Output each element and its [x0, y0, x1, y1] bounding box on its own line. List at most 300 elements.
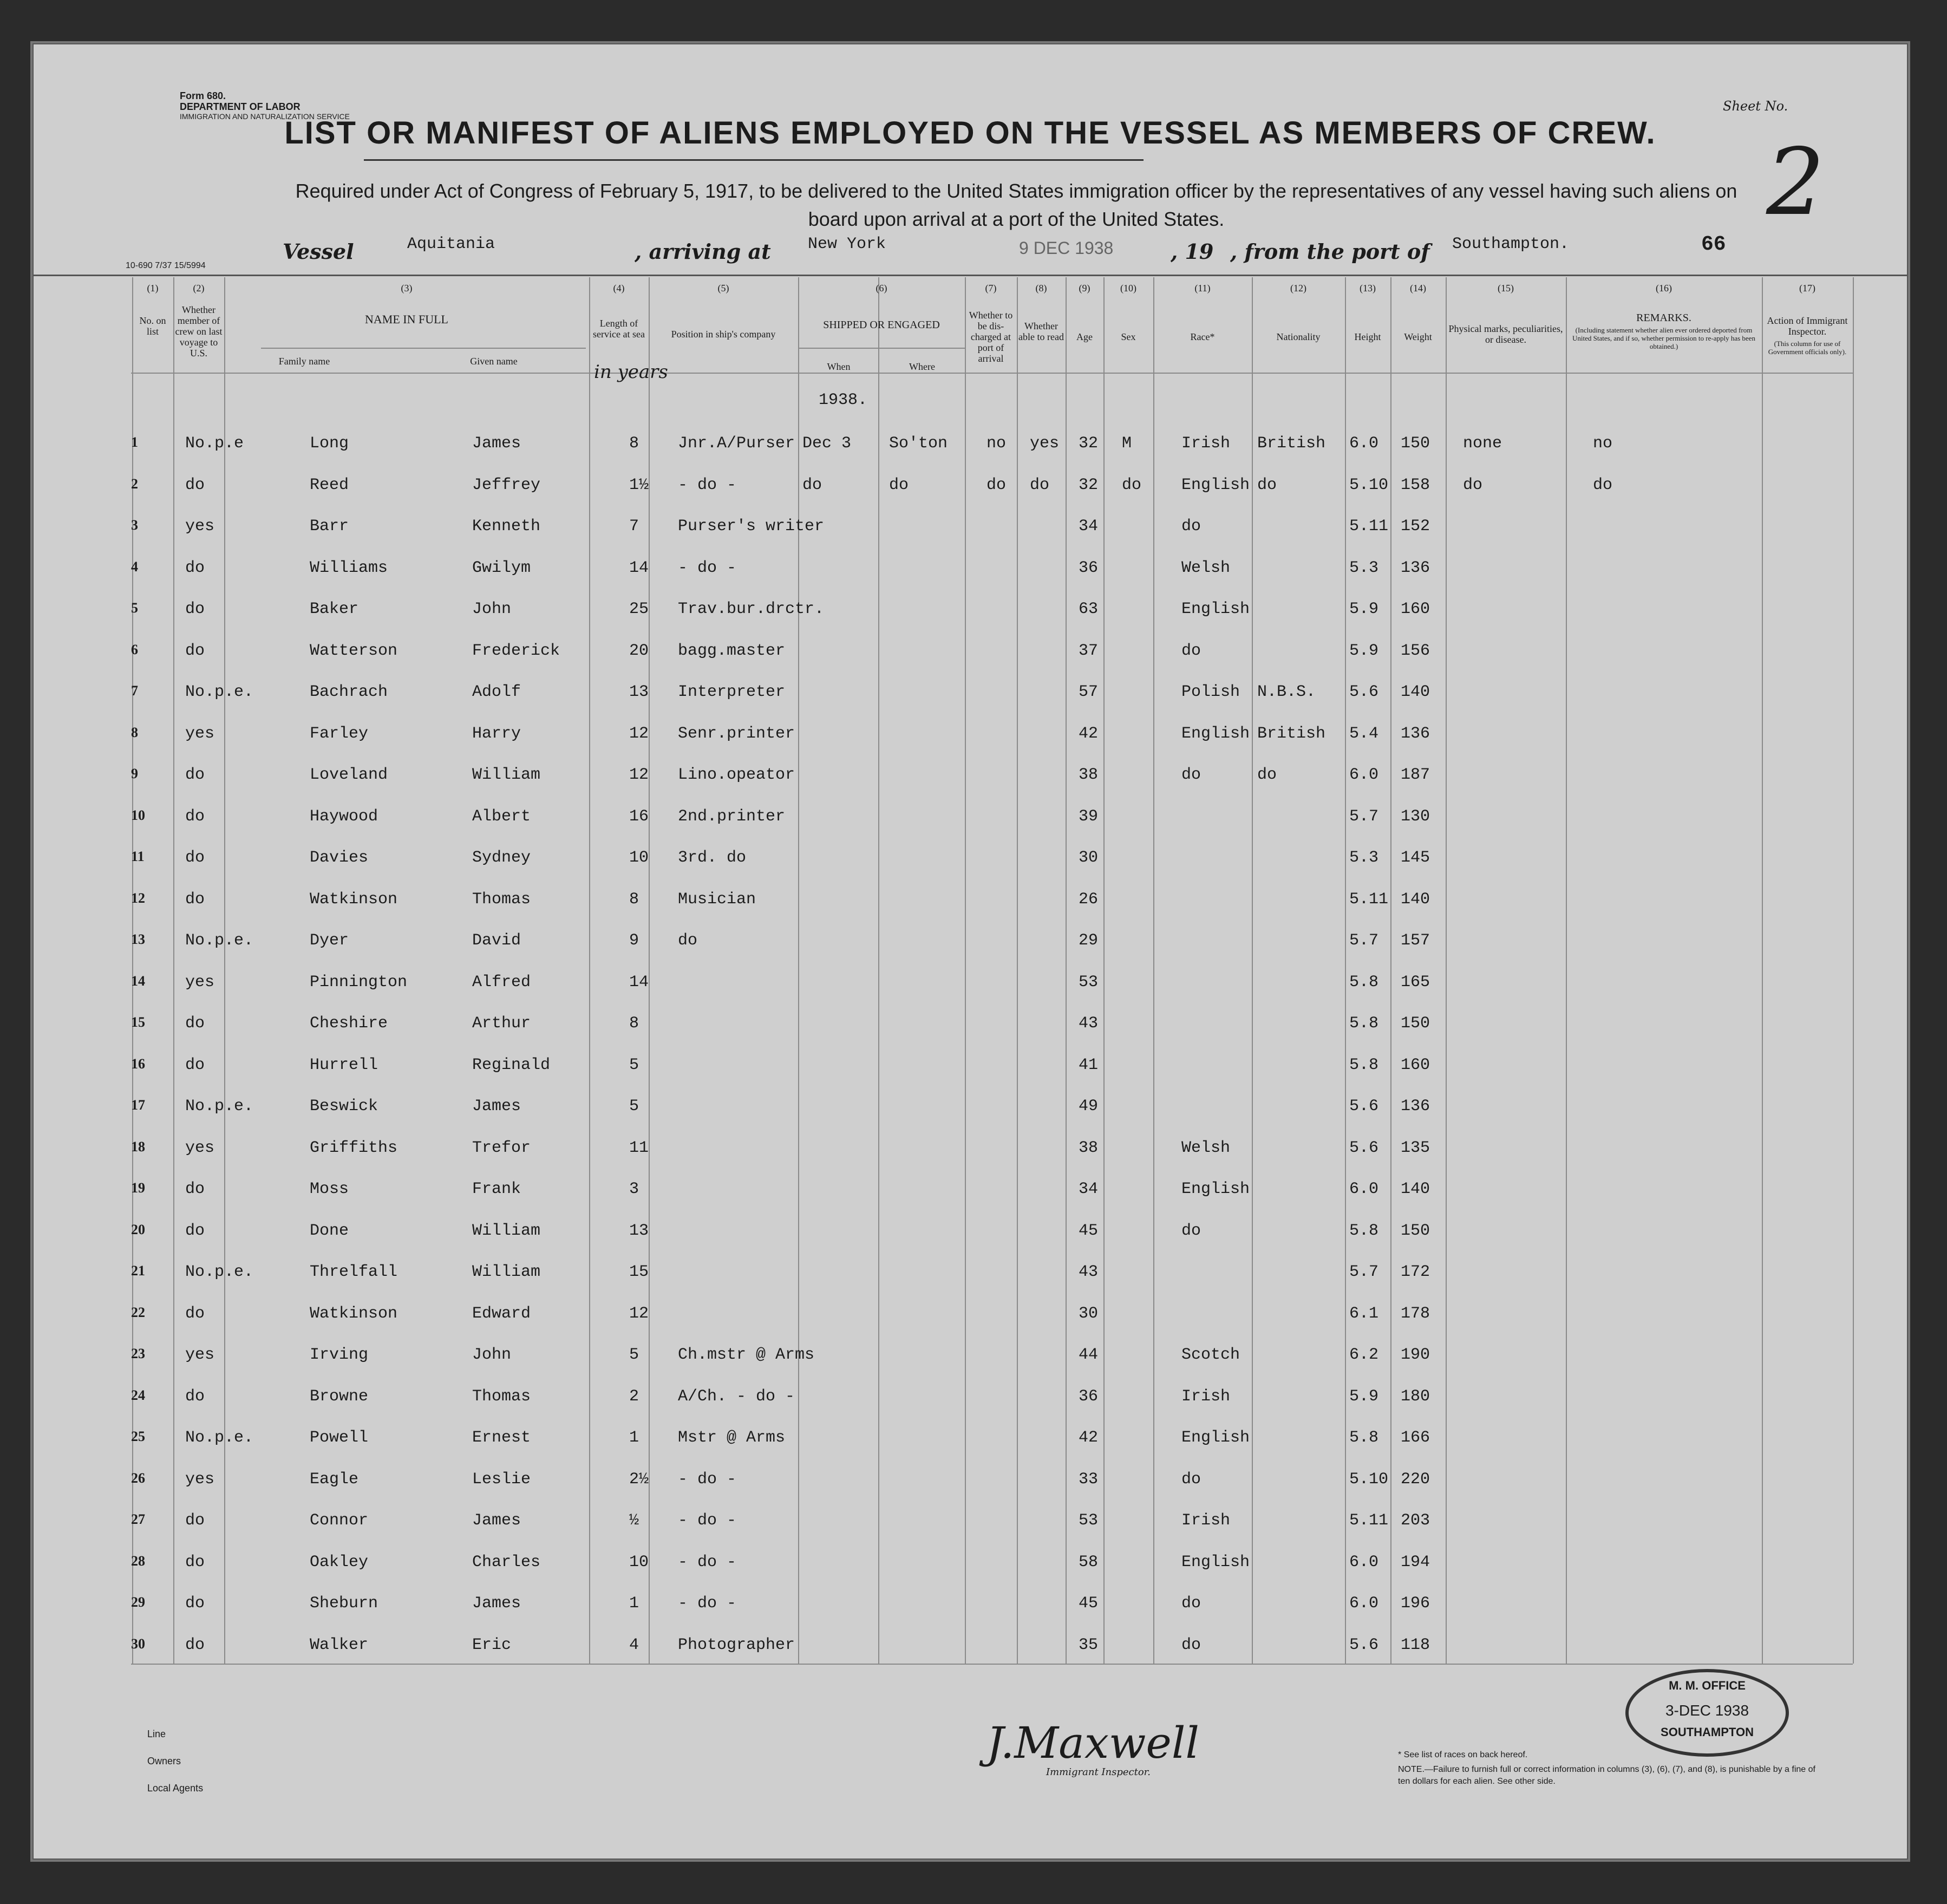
cell-weight: 166 [1401, 1429, 1430, 1447]
cell-weight: 187 [1401, 766, 1430, 784]
cell-family-name: Eagle [310, 1470, 359, 1489]
table-row [131, 1086, 1864, 1127]
cell-family-name: Threlfall [310, 1263, 398, 1281]
cell-row-number: 21 [131, 1263, 145, 1279]
table-row [131, 1128, 1864, 1169]
stamp-date: 3-DEC 1938 [1665, 1702, 1749, 1719]
cell-row-number: 15 [131, 1014, 145, 1030]
header-shipped: SHIPPED OR ENGAGED [823, 319, 940, 331]
cell-weight: 178 [1401, 1304, 1430, 1323]
cell-shipped-when: do [802, 475, 822, 494]
col-num-11: (11) [1194, 283, 1211, 294]
cell-remarks: no [1593, 434, 1613, 453]
header-action-note: (This column for use of Government officials only). [1768, 340, 1847, 356]
cell-given-name: William [472, 1221, 541, 1240]
cell-weight: 194 [1401, 1553, 1430, 1572]
cell-service-length: 13 [629, 683, 649, 701]
col-num-6: (6) [876, 283, 887, 294]
year-label: , 19 [1171, 239, 1214, 264]
cell-weight: 118 [1401, 1635, 1430, 1654]
cell-crew-member-flag: No.p.e. [185, 1097, 254, 1116]
cell-crew-member-flag: do [185, 766, 205, 784]
cell-crew-member-flag: do [185, 475, 205, 494]
cell-service-length: 10 [629, 1553, 649, 1572]
office-stamp [1625, 1669, 1789, 1757]
cell-discharged: no [986, 434, 1007, 453]
col-num-10: (10) [1120, 283, 1136, 294]
col-num-9: (9) [1079, 283, 1090, 294]
cell-given-name: Albert [472, 807, 531, 826]
cell-age: 29 [1079, 931, 1099, 950]
cell-race: do [1181, 1635, 1201, 1654]
cell-service-length: 11 [629, 1138, 649, 1157]
cell-family-name: Reed [310, 475, 349, 494]
table-row [131, 1418, 1864, 1459]
cell-weight: 190 [1401, 1346, 1430, 1364]
cell-ship-position: Interpreter [678, 683, 786, 701]
cell-age: 43 [1079, 1014, 1099, 1033]
vessel-name: Aquitania [407, 235, 495, 253]
cell-age: 57 [1079, 683, 1099, 701]
cell-race: Welsh [1181, 1138, 1231, 1157]
cell-nationality: British [1257, 724, 1326, 743]
footer-agents-label: Local Agents [147, 1783, 204, 1794]
cell-age: 34 [1079, 517, 1099, 536]
cell-family-name: Haywood [310, 807, 378, 826]
cell-ship-position: Ch.mstr @ Arms [678, 1346, 815, 1364]
cell-weight: 140 [1401, 683, 1430, 701]
cell-service-length: 12 [629, 766, 649, 784]
cell-ship-position: - do - [678, 1553, 737, 1572]
cell-weight: 160 [1401, 600, 1430, 618]
cell-age: 38 [1079, 1138, 1099, 1157]
cell-service-length: 15 [629, 1263, 649, 1281]
cell-crew-member-flag: do [185, 558, 205, 577]
cell-given-name: William [472, 1263, 541, 1281]
cell-given-name: Arthur [472, 1014, 531, 1033]
cell-ship-position: Mstr @ Arms [678, 1429, 786, 1447]
cell-family-name: Loveland [310, 766, 388, 784]
cell-given-name: Gwilym [472, 558, 531, 577]
col-num-12: (12) [1290, 283, 1306, 294]
cell-given-name: Alfred [472, 973, 531, 992]
cell-race: Irish [1181, 434, 1231, 453]
cell-race: do [1181, 517, 1201, 536]
page-subtitle: Required under Act of Congress of February 5, 1917, to be delivered to the United States immigration officer by the representatives of any vessel having such aliens on board upon arrival at a port of the United States. [295, 180, 1737, 230]
cell-shipped-where: So'ton [889, 434, 948, 453]
header-given-name: Given name [470, 356, 518, 367]
table-row [131, 631, 1864, 672]
cell-crew-member-flag: do [185, 1387, 205, 1406]
cell-given-name: David [472, 931, 521, 950]
cell-ship-position: Musician [678, 890, 756, 909]
header-sex: Sex [1121, 331, 1136, 342]
col-num-3: (3) [401, 283, 413, 294]
cell-nationality: do [1257, 766, 1277, 784]
cell-race: English [1181, 1180, 1250, 1198]
cell-height: 5.6 [1349, 683, 1379, 701]
cell-weight: 180 [1401, 1387, 1430, 1406]
col-num-15: (15) [1498, 283, 1514, 294]
cell-given-name: Eric [472, 1635, 512, 1654]
cell-weight: 150 [1401, 434, 1430, 453]
cell-weight: 196 [1401, 1594, 1430, 1613]
cell-crew-member-flag: yes [185, 1346, 215, 1364]
cell-service-length: 20 [629, 641, 649, 660]
cell-age: 45 [1079, 1221, 1099, 1240]
cell-row-number: 10 [131, 807, 145, 823]
cell-age: 36 [1079, 558, 1099, 577]
cell-row-number: 30 [131, 1635, 145, 1652]
cell-given-name: Thomas [472, 890, 531, 909]
header-where: Where [909, 361, 935, 372]
cell-race: English [1181, 475, 1250, 494]
cell-age: 32 [1079, 434, 1099, 453]
cell-age: 42 [1079, 724, 1099, 743]
header-remarks-note: (Including statement whether alien ever ordered deported from United States, and if so, whether permission to re-apply has been obtained.) [1572, 326, 1755, 350]
cell-row-number: 9 [131, 766, 138, 781]
table-row [131, 1583, 1864, 1625]
cell-age: 41 [1079, 1055, 1099, 1074]
cell-service-length: 8 [629, 434, 639, 453]
cell-ship-position: Trav.bur.drctr. [678, 600, 825, 618]
cell-age: 49 [1079, 1097, 1099, 1116]
cell-height: 5.8 [1349, 1014, 1379, 1033]
cell-weight: 135 [1401, 1138, 1430, 1157]
cell-family-name: Watkinson [310, 1304, 398, 1323]
cell-ship-position: Lino.opeator [678, 766, 795, 784]
cell-crew-member-flag: do [185, 849, 205, 867]
cell-family-name: Watterson [310, 641, 398, 660]
cell-given-name: Trefor [472, 1138, 531, 1157]
cell-ship-position: 3rd. do [678, 849, 747, 867]
cell-height: 5.8 [1349, 1221, 1379, 1240]
cell-age: 44 [1079, 1346, 1099, 1364]
cell-crew-member-flag: yes [185, 1470, 215, 1489]
header-length-years: in years [594, 361, 668, 383]
inspector-signature: J.Maxwell [986, 1718, 1200, 1768]
col-num-5: (5) [717, 283, 729, 294]
cell-service-length: 4 [629, 1635, 639, 1654]
cell-given-name: Leslie [472, 1470, 531, 1489]
cell-height: 5.7 [1349, 931, 1379, 950]
cell-height: 5.8 [1349, 973, 1379, 992]
cell-age: 34 [1079, 1180, 1099, 1198]
cell-age: 30 [1079, 1304, 1099, 1323]
cell-given-name: James [472, 1511, 521, 1530]
cell-given-name: James [472, 434, 521, 453]
stamp-bottom: SOUTHAMPTON [1661, 1725, 1754, 1739]
form-number: Form 680. [180, 90, 226, 101]
cell-age: 33 [1079, 1470, 1099, 1489]
cell-service-length: 12 [629, 724, 649, 743]
table-row [131, 797, 1864, 838]
cell-age: 53 [1079, 973, 1099, 992]
cell-height: 5.3 [1349, 558, 1379, 577]
cell-height: 5.8 [1349, 1055, 1379, 1074]
cell-able-to-read: do [1030, 475, 1050, 494]
cell-family-name: Dyer [310, 931, 349, 950]
from-port: Southampton. [1452, 235, 1570, 253]
table-row [131, 506, 1864, 547]
cell-given-name: Kenneth [472, 517, 541, 536]
cell-given-name: John [472, 1346, 512, 1364]
cell-age: 39 [1079, 807, 1099, 826]
cell-age: 30 [1079, 849, 1099, 867]
cell-row-number: 4 [131, 558, 138, 575]
cell-ship-position: - do - [678, 558, 737, 577]
cell-crew-member-flag: do [185, 600, 205, 618]
cell-height: 6.0 [1349, 1594, 1379, 1613]
cell-weight: 165 [1401, 973, 1430, 992]
cell-physical-marks: do [1463, 475, 1483, 494]
cell-given-name: James [472, 1097, 521, 1116]
cell-height: 6.2 [1349, 1346, 1379, 1364]
cell-row-number: 12 [131, 890, 145, 906]
cell-given-name: Sydney [472, 849, 531, 867]
table-row [131, 1294, 1864, 1335]
table-row [131, 1169, 1864, 1210]
table-row [131, 1211, 1864, 1252]
cell-service-length: 2½ [629, 1470, 649, 1489]
cell-family-name: Barr [310, 517, 349, 536]
fine-note: NOTE.—Failure to furnish full or correct information in columns (3), (6), (7), and (8), is punishable by a fine of ten dollars for each alien. See other side. [1398, 1765, 1815, 1786]
cell-crew-member-flag: No.p.e. [185, 931, 254, 950]
cell-crew-member-flag: do [185, 1635, 205, 1654]
cell-weight: 220 [1401, 1470, 1430, 1489]
cell-service-length: 2 [629, 1387, 639, 1406]
cell-service-length: 5 [629, 1346, 639, 1364]
cell-row-number: 16 [131, 1055, 145, 1072]
cell-weight: 136 [1401, 724, 1430, 743]
cell-race: English [1181, 1429, 1250, 1447]
arriving-label: , arriving at [635, 239, 771, 264]
cell-row-number: 17 [131, 1097, 145, 1113]
service-label: IMMIGRATION AND NATURALIZATION SERVICE [180, 112, 350, 121]
cell-age: 63 [1079, 600, 1099, 618]
cell-given-name: John [472, 600, 512, 618]
cell-crew-member-flag: do [185, 1055, 205, 1074]
cell-race: English [1181, 724, 1250, 743]
year-note: 1938. [819, 391, 868, 409]
cell-race: do [1181, 766, 1201, 784]
cell-given-name: Frank [472, 1180, 521, 1198]
table-row [131, 962, 1864, 1003]
cell-family-name: Pinnington [310, 973, 408, 992]
cell-family-name: Powell [310, 1429, 369, 1447]
cell-height: 5.4 [1349, 724, 1379, 743]
sheet-label: Sheet No. [1723, 99, 1788, 114]
cell-race: do [1181, 1594, 1201, 1613]
cell-weight: 140 [1401, 890, 1430, 909]
cell-ship-position: 2nd.printer [678, 807, 786, 826]
cell-race: Irish [1181, 1387, 1231, 1406]
header-member: Whether member of crew on last voyage to U.S. [175, 304, 223, 358]
cell-service-length: 16 [629, 807, 649, 826]
col-num-1: (1) [147, 283, 159, 294]
col-num-13: (13) [1360, 283, 1376, 294]
table-row [131, 921, 1864, 962]
inspector-label: Immigrant Inspector. [1046, 1766, 1151, 1778]
col-num-17: (17) [1799, 283, 1815, 294]
cell-ship-position: - do - [678, 475, 737, 494]
cell-service-length: 14 [629, 973, 649, 992]
header-when: When [827, 361, 851, 372]
races-note: * See list of races on back hereof. [1398, 1750, 1528, 1759]
cell-age: 53 [1079, 1511, 1099, 1530]
header-position: Position in ship's company [671, 329, 776, 340]
cell-nationality: N.B.S. [1257, 683, 1316, 701]
header-physical: Physical marks, peculiarities, or disease. [1448, 323, 1563, 345]
cell-row-number: 7 [131, 683, 138, 699]
cell-service-length: 10 [629, 849, 649, 867]
cell-ship-position: - do - [678, 1594, 737, 1613]
cell-race: English [1181, 1553, 1250, 1572]
cell-height: 6.1 [1349, 1304, 1379, 1323]
cell-service-length: 3 [629, 1180, 639, 1198]
cell-weight: 158 [1401, 475, 1430, 494]
cell-height: 5.11 [1349, 890, 1389, 909]
cell-given-name: Reginald [472, 1055, 551, 1074]
department-label: DEPARTMENT OF LABOR [180, 101, 300, 112]
print-code: 10-690 7/37 15/5994 [126, 261, 206, 270]
cell-sex: M [1122, 434, 1132, 453]
cell-row-number: 18 [131, 1138, 145, 1155]
cell-age: 43 [1079, 1263, 1099, 1281]
cell-given-name: Jeffrey [472, 475, 541, 494]
cell-service-length: 14 [629, 558, 649, 577]
cell-given-name: James [472, 1594, 521, 1613]
cell-crew-member-flag: do [185, 1553, 205, 1572]
from-label: , from the port of [1230, 239, 1430, 264]
cell-height: 5.6 [1349, 1097, 1379, 1116]
cell-family-name: Baker [310, 600, 359, 618]
cell-service-length: 1½ [629, 475, 649, 494]
cell-height: 5.7 [1349, 1263, 1379, 1281]
header-remarks: REMARKS. [1636, 312, 1691, 324]
cell-shipped-where: do [889, 475, 909, 494]
col-num-14: (14) [1410, 283, 1426, 294]
cell-given-name: William [472, 766, 541, 784]
cell-nationality: do [1257, 475, 1277, 494]
arriving-port: New York [808, 235, 886, 253]
table-row [131, 838, 1864, 879]
cell-remarks: do [1593, 475, 1613, 494]
voyage-mark: 66 [1701, 233, 1726, 256]
cell-crew-member-flag: No.p.e. [185, 1263, 254, 1281]
cell-family-name: Williams [310, 558, 388, 577]
cell-family-name: Done [310, 1221, 349, 1240]
cell-ship-position: A/Ch. - do - [678, 1387, 795, 1406]
cell-height: 6.0 [1349, 1553, 1379, 1572]
cell-crew-member-flag: do [185, 1221, 205, 1240]
table-row [131, 548, 1864, 589]
cell-height: 5.10 [1349, 1470, 1389, 1489]
cell-row-number: 8 [131, 724, 138, 740]
footer-line-label: Line [147, 1729, 166, 1739]
cell-weight: 160 [1401, 1055, 1430, 1074]
cell-row-number: 24 [131, 1387, 145, 1403]
cell-crew-member-flag: yes [185, 724, 215, 743]
cell-crew-member-flag: No.p.e. [185, 1429, 254, 1447]
cell-family-name: Connor [310, 1511, 369, 1530]
cell-discharged: do [986, 475, 1007, 494]
cell-height: 5.6 [1349, 1635, 1379, 1654]
cell-crew-member-flag: No.p.e [185, 434, 244, 453]
cell-given-name: Adolf [472, 683, 521, 701]
cell-crew-member-flag: yes [185, 1138, 215, 1157]
manifest-sheet [32, 43, 1908, 1860]
table-row [131, 1377, 1864, 1418]
col-num-7: (7) [985, 283, 997, 294]
cell-age: 42 [1079, 1429, 1099, 1447]
cell-height: 6.0 [1349, 1180, 1379, 1198]
cell-family-name: Farley [310, 724, 369, 743]
header-discharged: Whether to be dis-charged at port of arrival [969, 310, 1013, 364]
cell-family-name: Walker [310, 1635, 369, 1654]
cell-ship-position: do [678, 931, 698, 950]
cell-race: do [1181, 641, 1201, 660]
cell-family-name: Watkinson [310, 890, 398, 909]
cell-race: Irish [1181, 1511, 1231, 1530]
cell-ship-position: Senr.printer [678, 724, 795, 743]
header-read: Whether able to read [1018, 321, 1064, 342]
cell-crew-member-flag: do [185, 1304, 205, 1323]
header-no: No. on list [139, 315, 166, 337]
header-action: Action of Immigrant Inspector. [1767, 315, 1848, 337]
cell-crew-member-flag: No.p.e. [185, 683, 254, 701]
col-num-4: (4) [613, 283, 625, 294]
cell-service-length: 5 [629, 1097, 639, 1116]
cell-service-length: 1 [629, 1594, 639, 1613]
header-length: Length of service at sea [593, 318, 645, 340]
cell-age: 32 [1079, 475, 1099, 494]
table-row [131, 1459, 1864, 1501]
cell-service-length: 25 [629, 600, 649, 618]
cell-shipped-when: Dec 3 [802, 434, 852, 453]
cell-row-number: 29 [131, 1594, 145, 1610]
cell-family-name: Cheshire [310, 1014, 388, 1033]
cell-height: 5.9 [1349, 600, 1379, 618]
header-weight: Weight [1404, 331, 1432, 342]
cell-weight: 130 [1401, 807, 1430, 826]
cell-row-number: 19 [131, 1180, 145, 1196]
cell-ship-position: Jnr.A/Purser [678, 434, 795, 453]
cell-row-number: 26 [131, 1470, 145, 1486]
table-row [131, 1252, 1864, 1293]
cell-row-number: 28 [131, 1553, 145, 1569]
cell-service-length: 7 [629, 517, 639, 536]
table-row [131, 1003, 1864, 1045]
cell-ship-position: bagg.master [678, 641, 786, 660]
cell-age: 38 [1079, 766, 1099, 784]
cell-crew-member-flag: do [185, 1511, 205, 1530]
cell-crew-member-flag: yes [185, 517, 215, 536]
cell-row-number: 11 [131, 849, 145, 864]
cell-age: 36 [1079, 1387, 1099, 1406]
cell-family-name: Oakley [310, 1553, 369, 1572]
cell-row-number: 23 [131, 1346, 145, 1361]
cell-given-name: Frederick [472, 641, 560, 660]
cell-crew-member-flag: do [185, 807, 205, 826]
cell-crew-member-flag: yes [185, 973, 215, 992]
cell-height: 5.6 [1349, 1138, 1379, 1157]
table-row [131, 465, 1864, 506]
cell-row-number: 2 [131, 475, 138, 492]
cell-given-name: Thomas [472, 1387, 531, 1406]
cell-row-number: 6 [131, 641, 138, 657]
cell-ship-position: Purser's writer [678, 517, 825, 536]
